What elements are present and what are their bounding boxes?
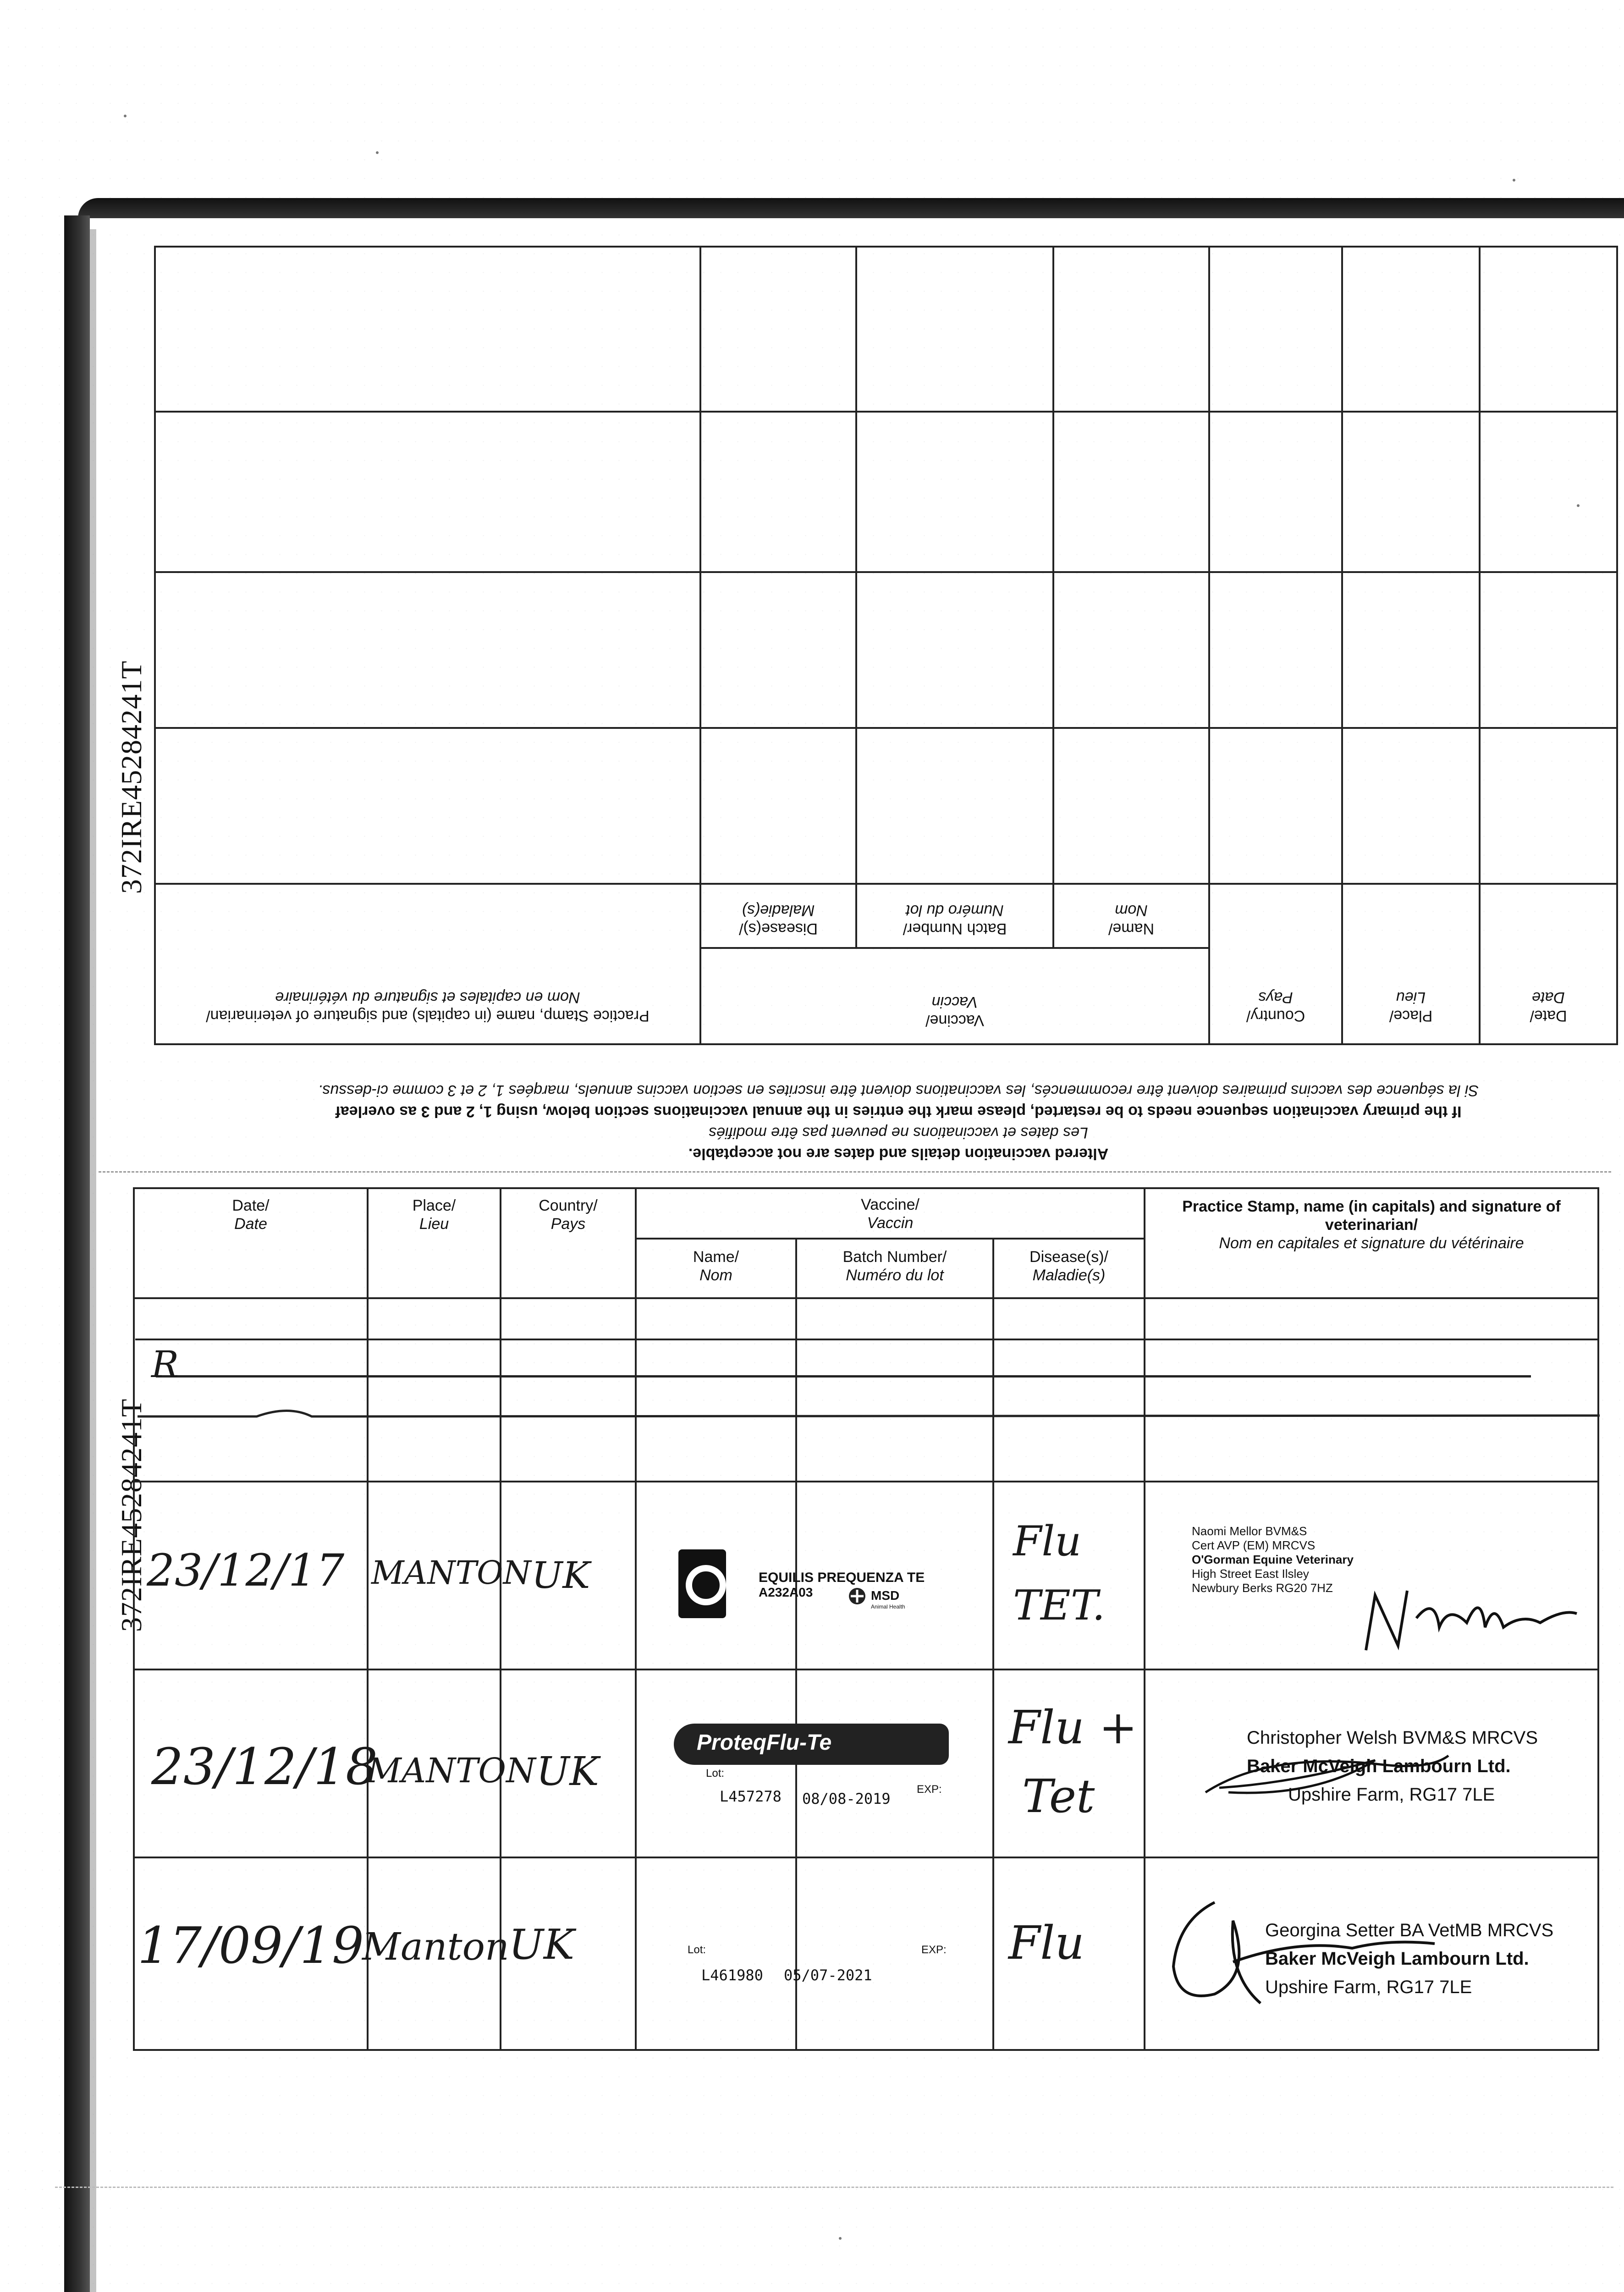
side-serial-bottom: 372IRE45284241T xyxy=(115,1398,148,1632)
entry3-expiry: 05/07-2021 xyxy=(784,1967,872,1984)
entry3-signature xyxy=(1160,1884,1444,2031)
entry2-disease-1: Flu + xyxy=(1008,1701,1138,1754)
upper-row xyxy=(155,728,1617,884)
entry1-disease-2: TET. xyxy=(1013,1581,1106,1630)
header-date: Date/ Date xyxy=(134,1188,368,1298)
entry2-exp-label: EXP: xyxy=(917,1783,942,1796)
entry3-exp-label: EXP: xyxy=(921,1944,947,1956)
entry2-place: MANTON xyxy=(367,1751,536,1791)
booklet-top-edge xyxy=(78,198,1624,218)
booklet-left-shadow xyxy=(90,229,96,2292)
booklet-left-edge xyxy=(64,215,90,2292)
scan-speck xyxy=(1577,504,1580,507)
entry2-disease-2: Tet xyxy=(1022,1769,1095,1823)
entry3-lot-label: Lot: xyxy=(688,1944,706,1956)
entry1-maker-sub: Animal Health xyxy=(871,1603,905,1610)
header-batch: Batch Number/ Numéro du lot xyxy=(796,1239,993,1298)
entry2-vaccine-name: ProteqFlu-Te xyxy=(697,1730,832,1755)
entry3-vet-stamp: Georgina Setter BA VetMB MRCVS Baker McVeigh Lambourn Ltd. Upshire Farm, RG17 7LE xyxy=(1265,1920,1554,1997)
header-vaccine: Vaccine/ Vaccin xyxy=(636,1188,1145,1239)
entry3-place: Manton xyxy=(362,1925,509,1969)
entry2-vet-stamp: Christopher Welsh BVM&S MRCVS Baker McVeigh Lambourn Ltd. Upshire Farm, RG17 7LE xyxy=(1247,1728,1538,1805)
proteq-label xyxy=(674,1724,949,1765)
strike-line-2 xyxy=(156,1375,1531,1377)
page-fold-line xyxy=(99,1171,1611,1173)
entry1-country: UK xyxy=(532,1554,590,1597)
upper-header-name: Name/ Nom xyxy=(1053,884,1209,948)
strike-line-1 xyxy=(135,1339,1597,1340)
entry2-date: 23/12/18 xyxy=(151,1737,378,1796)
side-serial-top: 372IRE45284241T xyxy=(115,660,148,894)
equilis-q-logo xyxy=(678,1549,726,1618)
entry3-disease: Flu xyxy=(1008,1916,1085,1970)
upper-row xyxy=(155,412,1617,572)
upper-header-vet: Practice Stamp, name (in capitals) and signature of veterinarian/ Nom en capitales et signature du vétérinaire xyxy=(155,884,700,1044)
entry1-date: 23/12/17 xyxy=(147,1545,345,1596)
entry1-vaccine-name: EQUILIS PREQUENZA TE xyxy=(759,1570,925,1585)
bottom-scan-line xyxy=(55,2187,1613,2188)
entry1-maker: MSD xyxy=(871,1588,900,1603)
entry2-country: UK xyxy=(536,1749,599,1795)
upper-header-place: Place/ Lieu xyxy=(1342,884,1480,1044)
strike-line-3 xyxy=(138,1403,1600,1426)
upper-page-rotated xyxy=(156,248,1618,1045)
struck-out-rows xyxy=(134,1298,1598,1482)
upper-header-country: Country/ Pays xyxy=(1209,884,1342,1044)
entry3-country: UK xyxy=(509,1921,575,1969)
entry1-disease-1: Flu xyxy=(1013,1517,1082,1565)
entry3-date: 17/09/19 xyxy=(138,1916,364,1975)
header-vet: Practice Stamp, name (in capitals) and signature of veterinarian/ Nom en capitales et signature du vétérinaire xyxy=(1145,1188,1598,1298)
struck-marker: R xyxy=(151,1343,179,1386)
entry1-signature xyxy=(1357,1577,1586,1669)
upper-header-disease: Disease(s)/ Maladie(s) xyxy=(700,884,856,948)
notice-line2-fr: Si la séquence des vaccins primaires doivent être recommencés, les vaccinations doivent être inscrites en section vaccins annuels, marqées 1, 2 et 3 comme ci-dessus. xyxy=(318,1082,1479,1099)
entry2-batch: L457278 xyxy=(720,1788,782,1805)
entry2-expiry: 08/08-2019 xyxy=(802,1790,891,1807)
header-place: Place/ Lieu xyxy=(368,1188,501,1298)
scan-speck xyxy=(1513,179,1515,182)
upper-header-batch: Batch Number/ Numéro du lot xyxy=(856,884,1053,948)
entry3-batch: L461980 xyxy=(701,1967,763,1984)
notice-rotated xyxy=(257,1041,1540,1164)
upper-header-vaccine: Vaccine/ Vaccin xyxy=(700,948,1209,1044)
scan-speck xyxy=(124,115,127,117)
notice-line2-en: If the primary vaccination sequence needs to be restarted, please mark the entries in the annual vaccinations section below, using 1, 2 and 3 as overleaf xyxy=(335,1103,1462,1120)
scan-speck xyxy=(839,2237,842,2240)
notice-line1-en: Altered vaccination details and dates are not acceptable. xyxy=(688,1145,1109,1163)
upper-vaccination-table xyxy=(154,246,1618,1045)
upper-header-date: Date/ Date xyxy=(1480,884,1617,1044)
header-disease: Disease(s)/ Maladie(s) xyxy=(993,1239,1145,1298)
upper-row xyxy=(155,247,1617,412)
header-country: Country/ Pays xyxy=(501,1188,636,1298)
msd-logo-icon xyxy=(848,1587,866,1605)
entry2-signature xyxy=(1201,1737,1458,1806)
entry1-vet-stamp: Naomi Mellor BVM&S Cert AVP (EM) MRCVS O'Gorman Equine Veterinary High Street East Ilsley Newbury Berks RG20 7HZ xyxy=(1192,1524,1354,1595)
upper-row xyxy=(155,572,1617,728)
entry2-lot-label: Lot: xyxy=(706,1767,725,1780)
entry1-batch: A232A03 xyxy=(759,1585,813,1599)
scan-speck xyxy=(376,151,379,154)
header-name: Name/ Nom xyxy=(636,1239,796,1298)
entry1-place: MANTON xyxy=(371,1554,531,1592)
notice-line1-fr: Les dates et vaccinations ne peuvent pas être modifiés xyxy=(709,1124,1088,1141)
